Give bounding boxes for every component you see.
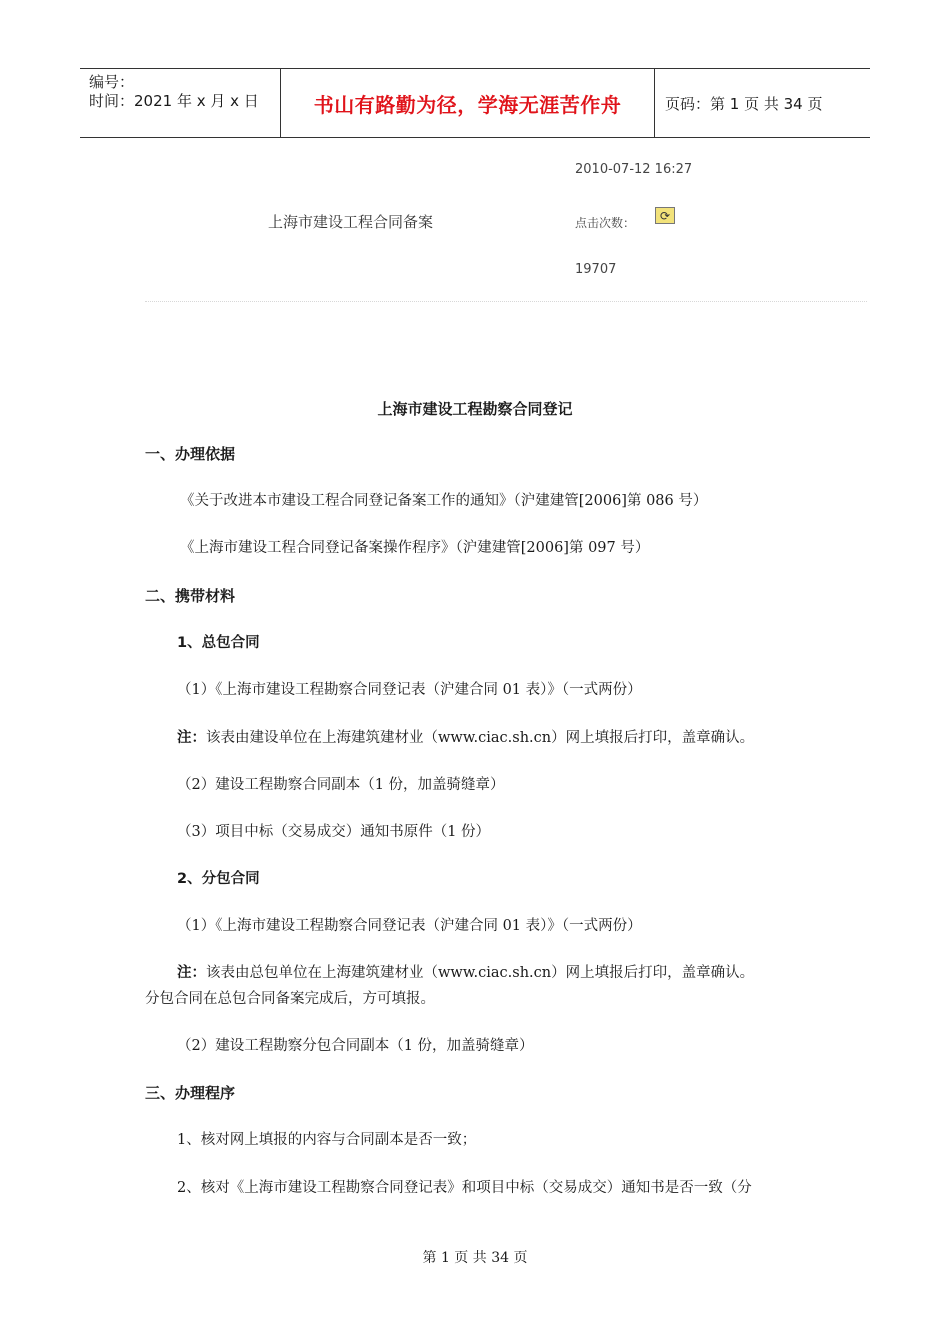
note-text: 该表由总包单位在上海建筑建材业（www.ciac.sh.cn）网上填报后打印，盖章确认。 — [206, 965, 755, 981]
material-item: （3）项目中标（交易成交）通知书原件（1 份） — [177, 824, 491, 840]
note-label: 注： — [177, 730, 206, 746]
subheading-subcontract: 2、分包合同 — [177, 871, 260, 887]
divider — [145, 301, 867, 302]
number-label: 编号： — [89, 73, 135, 91]
document-title: 上海市建设工程勘察合同登记 — [377, 400, 573, 418]
basis-item-2: 《上海市建设工程合同登记备案操作程序》（沪建建管[2006]第 097 号） — [180, 540, 650, 556]
material-item: （2）建设工程勘察合同副本（1 份，加盖骑缝章） — [177, 777, 505, 793]
material-item: （1）《上海市建设工程勘察合同登记表（沪建合同 01 表）》（一式两份） — [177, 918, 642, 934]
refresh-icon[interactable]: ⟳ — [655, 207, 675, 224]
clicks-count: 19707 — [575, 262, 617, 277]
post-date: 2010-07-12 16:27 — [575, 162, 693, 177]
note-continuation: 分包合同在总包合同备案完成后，方可填报。 — [145, 991, 435, 1007]
note-general — [177, 728, 754, 748]
motto: 书山有路勤为径，学海无涯苦作舟 — [281, 69, 655, 137]
basis-item-1: 《关于改进本市建设工程合同登记备案工作的通知》（沪建建管[2006]第 086 号） — [180, 493, 708, 509]
page-footer: 第 1 页 共 34 页 — [422, 1250, 528, 1266]
section-heading-basis: 一、办理依据 — [145, 445, 236, 463]
note-subcontract — [177, 963, 754, 983]
page-indicator: 页码：第 1 页 共 34 页 — [665, 94, 823, 113]
section-heading-procedure: 三、办理程序 — [145, 1084, 236, 1102]
material-item: （2）建设工程勘察分包合同副本（1 份，加盖骑缝章） — [177, 1038, 534, 1054]
time-label: 时间：2021 年 x 月 x 日 — [89, 92, 259, 110]
header-table — [80, 68, 870, 138]
post-title: 上海市建设工程合同备案 — [268, 213, 434, 231]
material-item: （1）《上海市建设工程勘察合同登记表（沪建合同 01 表）》（一式两份） — [177, 682, 642, 698]
note-label: 注： — [177, 965, 206, 981]
section-heading-materials: 二、携带材料 — [145, 587, 236, 605]
procedure-step-2: 2、核对《上海市建设工程勘察合同登记表》和项目中标（交易成交）通知书是否一致（分 — [177, 1180, 752, 1196]
header-meta-cell — [80, 69, 281, 137]
note-text: 该表由建设单位在上海建筑建材业（www.ciac.sh.cn）网上填报后打印，盖章确认。 — [206, 730, 755, 746]
subheading-general-contract: 1、总包合同 — [177, 635, 260, 651]
procedure-step-1: 1、核对网上填报的内容与合同副本是否一致； — [177, 1132, 477, 1148]
clicks-label: 点击次数： — [575, 216, 636, 230]
